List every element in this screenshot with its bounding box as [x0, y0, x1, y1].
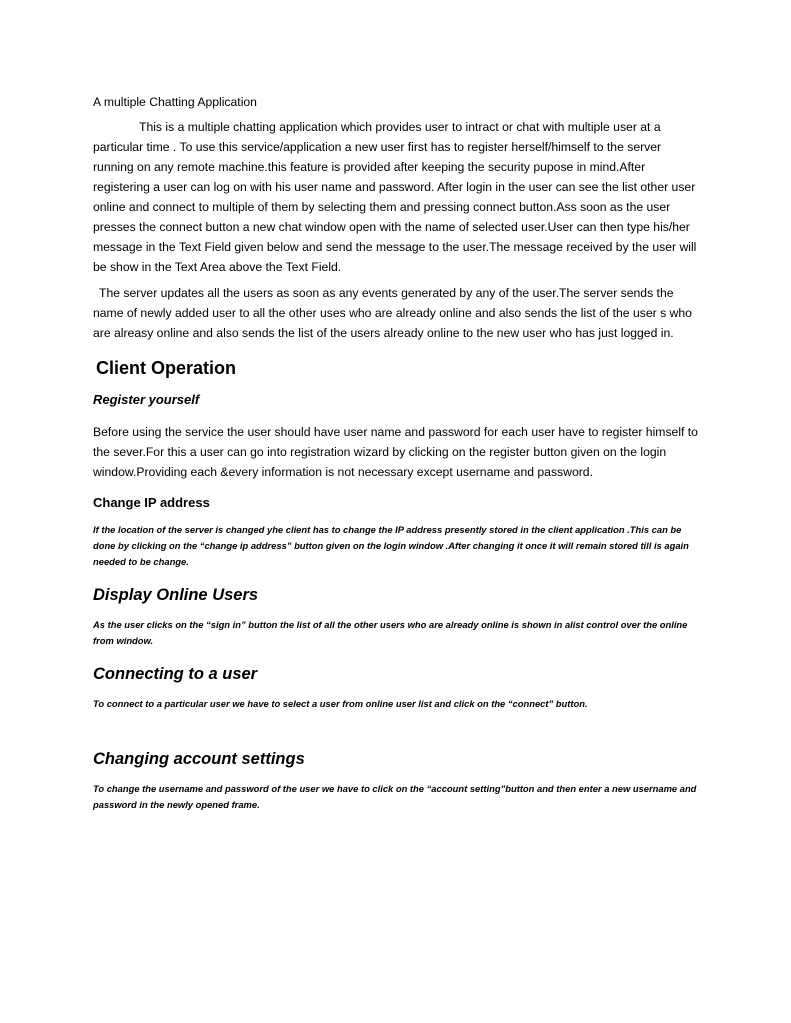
client-operation-heading: Client Operation — [96, 358, 237, 378]
register-text: Before using the service the user should have user name and password for each user have to register himself to the sever.For this a user can go into registration wizard by clicking on the register button given on the login window.Providing each &every information is not necessary except username and password. — [93, 425, 698, 479]
intro-paragraph-1: This is a multiple chatting application which provides user to intract or chat with multiple user at a particular time . To use this service/application a new user first has to register herself/himself to the server running on any remote machine.this feature is provided after keeping the security pupose in mind.After registering a user can log on with his user name and password. After login in the user can see the list other user online and connect to multiple of them by selecting them and pressing connect button.Ass soon as the user presses the connect button a new chat window open with the name of selected user.User can then type his/her message in the Text Field given below and send the message to the user.The message received by the user will be show in the Text Area above the Text Field. — [93, 120, 697, 274]
intro-paragraph-2: The server updates all the users as soon as any events generated by any of the user.The server sends the name of newly added user to all the other uses who are already online and also sends the list of the user s who are alreasy online and also sends the list of the users already online to the new user who has just logged in. — [93, 286, 692, 340]
document-page — [93, 92, 703, 827]
change-ip-heading: Change IP address — [93, 495, 210, 510]
register-heading: Register yourself — [93, 392, 200, 407]
display-online-text: As the user clicks on the “sign in” button the list of all the other users who are already online is shown in alist control over the online from window. — [93, 619, 688, 646]
spacer — [93, 726, 703, 748]
display-online-heading: Display Online Users — [93, 586, 259, 604]
connecting-text: To connect to a particular user we have to select a user from online user list and click on the “connect” button. — [93, 698, 588, 709]
account-settings-text: To change the username and password of the user we have to click on the “account setting”button and then enter a new username and password in the newly opened frame. — [93, 783, 697, 810]
connecting-heading: Connecting to a user — [93, 665, 258, 683]
account-settings-heading: Changing account settings — [93, 750, 305, 768]
change-ip-text: If the location of the server is changed yhe client has to change the IP address presently stored in the client application .This can be done by clicking on the “change ip address” button given on the login window .After changing it once it will remain stored till is again needed to be change. — [93, 524, 689, 567]
document-title: A multiple Chatting Application — [93, 95, 257, 109]
